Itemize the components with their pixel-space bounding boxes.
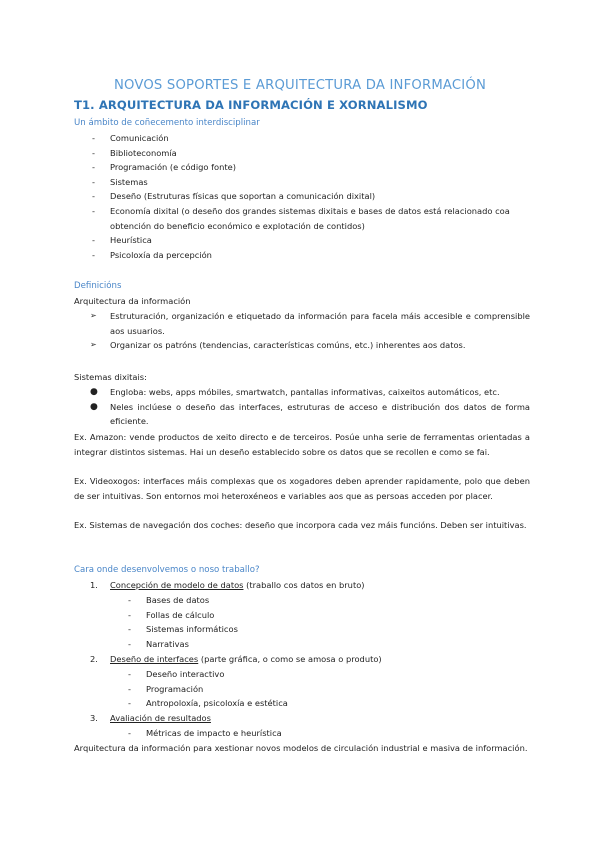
example-navigation: Ex. Sistemas de navegación dos coches: deseño que incorpora cada vez máis funcións. Deben ser intuitivas. xyxy=(74,520,527,530)
list-item: - Narrativas xyxy=(128,639,189,650)
example-videogames: Ex. Videoxogos: interfaces máis complexas que os xogadores deben aprender rapidamente, polo que deben de ser intuitivas. Son entornos moi heteroxéneos e variables aos que as persoas acceden por placer. xyxy=(74,476,530,501)
list-item: - Programación xyxy=(128,683,204,694)
work-area-item: 2. Deseño de interfaces (parte gráfica, o como se amosa o produto) - Deseño interactivo - Programación - Antropoloxía, psicoloxía e estética xyxy=(74,652,530,711)
arrow-icon: ➢ xyxy=(90,340,97,350)
list-item: ● Neles inclúese o deseño das interfaces, estruturas de acceso e distribución dos datos de forma eficiente. xyxy=(90,401,530,427)
list-item: - Heurística xyxy=(92,235,152,246)
list-item: - Métricas de impacto e heurística xyxy=(128,727,282,738)
list-item: - Economía dixital (o deseño dos grandes sistemas dixitais e bases de datos está relacionado coa obtención do beneficio económico e explotación de contidos) xyxy=(92,205,510,231)
list-item: - Bases de datos xyxy=(128,594,210,605)
list-item: - Antropoloxía, psicoloxía e estética xyxy=(128,698,288,709)
definition-list xyxy=(74,309,530,353)
interdisciplinary-list xyxy=(84,131,534,262)
list-item: ➢ Estruturación, organización e etiquetado da información para facela máis accesible e comprensible aos usuarios. xyxy=(90,311,530,336)
list-item: ● Engloba: webs, apps móbiles, smartwatch, pantallas informativas, caixeitos automáticos, etc. xyxy=(74,385,530,400)
list-item: - Follas de cálculo xyxy=(128,609,215,620)
list-item: - Deseño (Estruturas físicas que soportan a comunicación dixital) xyxy=(92,191,376,202)
section-label-definitions: Definicións xyxy=(74,281,122,291)
list-item: - Programación (e código fonte) xyxy=(92,162,236,173)
systems-list xyxy=(74,385,530,429)
arrow-icon: ➢ xyxy=(90,311,97,320)
work-area-item: 3. Avaliación de resultados - Métricas de impacto e heurística xyxy=(74,711,530,741)
document-title: NOVOS SOPORTES E ARQUITECTURA DA INFORMACIÓN xyxy=(113,78,487,93)
work-area-item: 1. Concepción de modelo de datos (traballo cos datos en bruto) - Bases de datos - Follas de cálculo - Sistemas informáticos - Narrativas xyxy=(74,578,530,652)
chapter-heading: T1. ARQUITECTURA DA INFORMACIÓN E XORNALISMO xyxy=(74,98,428,112)
list-item: - Biblioteconomía xyxy=(92,147,177,158)
work-areas-list xyxy=(74,578,530,741)
list-item: - Sistemas informáticos xyxy=(128,624,238,635)
list-item: - Deseño interactivo xyxy=(128,668,225,679)
list-item: - Comunicación xyxy=(92,133,169,143)
systems-label: Sistemas dixitais: xyxy=(74,372,147,382)
example-amazon: Ex. Amazon: vende productos de xeito directo e de terceiros. Posúe unha serie de ferramentas orientadas a integrar distintos sistemas. Hai un deseño establecido sobre os datos que se recollen e como se fai. xyxy=(74,432,530,457)
closing-paragraph: Arquitectura da información para xestionar novos modelos de circulación industrial e masiva de información. xyxy=(74,743,528,753)
bullet-icon: ● xyxy=(90,387,98,397)
list-item: - Psicoloxía da percepción xyxy=(92,249,212,260)
bullet-icon: ● xyxy=(90,401,98,412)
section-label-interdisciplinary: Un ámbito de coñecemento interdisciplinar xyxy=(74,118,260,128)
definition-intro: Arquitectura da información xyxy=(74,296,191,306)
section-label-work-areas: Cara onde desenvolvemos o noso traballo? xyxy=(74,565,260,575)
list-item: - Sistemas xyxy=(92,176,148,187)
list-item: ➢ Organizar os patróns (tendencias, características comúns, etc.) inherentes aos datos. xyxy=(74,338,530,353)
